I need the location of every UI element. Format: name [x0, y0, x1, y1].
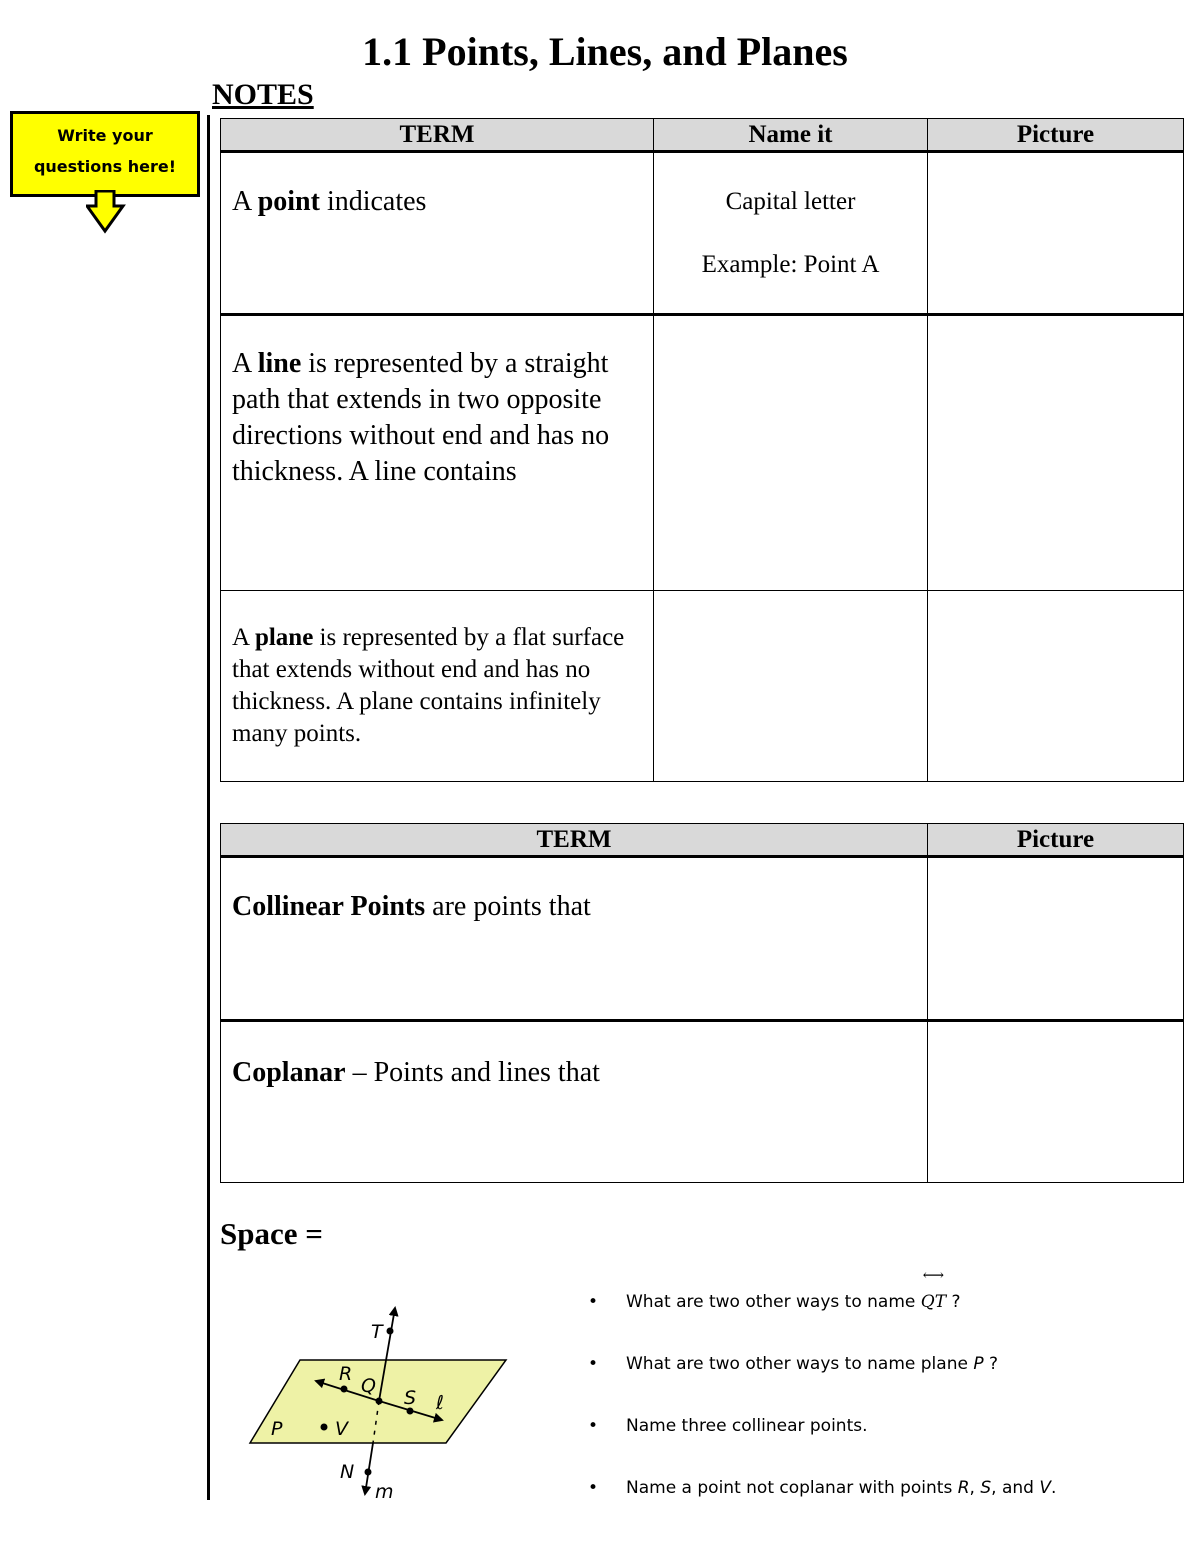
term-definition: are points that — [425, 891, 591, 922]
question-1-text: What are two other ways to name — [626, 1292, 921, 1312]
label-s: S — [404, 1387, 417, 1409]
point-v — [321, 1424, 328, 1431]
term-definition: is represented by a straight path that extends in two opposite directions without end and has no thickness. A line contains — [232, 348, 610, 487]
callout-line-1: Write your — [57, 126, 153, 145]
term-line-cell — [221, 315, 654, 591]
point-n — [365, 1469, 372, 1476]
label-n: N — [340, 1461, 355, 1483]
point-v-symbol: V — [1039, 1478, 1051, 1498]
questions-callout-box — [10, 111, 200, 197]
terms-table-1 — [220, 118, 1184, 782]
term-definition: is represented by a flat surface that extends without end and has no thickness. A plane contains infinitely many points. — [232, 624, 625, 747]
term-point-cell — [221, 152, 654, 315]
bullet-icon: • — [588, 1292, 599, 1312]
term-prefix: A — [232, 186, 258, 217]
name-it-line-cell — [654, 315, 928, 591]
name-it-point-cell — [654, 152, 928, 315]
label-l: ℓ — [436, 1392, 444, 1414]
callout-line-2: questions here! — [33, 157, 177, 176]
plane-p-symbol: P — [973, 1354, 984, 1374]
name-line-2: Example: Point A — [701, 251, 880, 278]
notes-heading: NOTES — [212, 78, 314, 111]
list-item — [588, 1344, 1056, 1406]
point-s-symbol: S — [980, 1478, 992, 1498]
bullet-icon: • — [588, 1354, 599, 1374]
picture-line-cell — [928, 315, 1184, 591]
term-keyword-point: point — [257, 186, 320, 217]
terms-table-2 — [220, 823, 1184, 1183]
point-r-symbol: R — [957, 1478, 970, 1498]
header-term: TERM — [221, 119, 654, 152]
plane-diagram — [240, 1296, 530, 1506]
question-3-text: Name three collinear points. — [626, 1416, 868, 1436]
name-line-1: Capital letter — [725, 188, 856, 215]
label-q: Q — [361, 1375, 376, 1397]
term-plane-cell — [221, 591, 654, 782]
line-qt-symbol: ⟷ QT — [921, 1282, 946, 1322]
point-q — [376, 1398, 383, 1405]
label-m: m — [375, 1481, 394, 1503]
label-v: V — [335, 1418, 348, 1440]
term-prefix: A — [232, 348, 258, 379]
label-r: R — [339, 1363, 353, 1385]
label-t: T — [371, 1321, 383, 1343]
picture-collinear-cell — [928, 857, 1184, 1021]
term-keyword-line: line — [257, 348, 302, 379]
label-p: P — [271, 1418, 283, 1440]
term-prefix: A — [232, 624, 255, 651]
point-r — [341, 1386, 348, 1393]
header-picture: Picture — [928, 824, 1184, 857]
picture-point-cell — [928, 152, 1184, 315]
list-item — [588, 1406, 1056, 1468]
question-2-end: ? — [983, 1354, 999, 1374]
term-coplanar-cell — [221, 1021, 928, 1183]
separator: , and — [991, 1478, 1040, 1498]
space-heading: Space = — [220, 1216, 323, 1251]
list-item — [588, 1282, 1056, 1344]
bullet-icon: • — [588, 1416, 599, 1436]
term-keyword-collinear: Collinear Points — [232, 891, 426, 922]
page-title: 1.1 Points, Lines, and Planes — [362, 29, 848, 74]
question-1-end: ? — [946, 1292, 961, 1312]
term-keyword-coplanar: Coplanar — [232, 1057, 346, 1088]
header-term: TERM — [221, 824, 928, 857]
line-m-lower — [365, 1443, 373, 1494]
term-keyword-plane: plane — [254, 624, 314, 651]
header-name-it: Name it — [654, 119, 928, 152]
term-definition: – Points and lines that — [345, 1057, 600, 1088]
down-arrow-icon — [86, 190, 126, 234]
bullet-icon: • — [588, 1478, 599, 1498]
term-collinear-cell — [221, 857, 928, 1021]
period: . — [1051, 1478, 1057, 1498]
term-definition: indicates — [319, 186, 427, 217]
question-4-text: Name a point not coplanar with points — [626, 1478, 958, 1498]
header-picture: Picture — [928, 119, 1184, 152]
question-list — [588, 1282, 1056, 1530]
list-item — [588, 1468, 1056, 1530]
question-2-text: What are two other ways to name plane — [626, 1354, 974, 1374]
picture-plane-cell — [928, 591, 1184, 782]
separator: , — [969, 1478, 981, 1498]
picture-coplanar-cell — [928, 1021, 1184, 1183]
point-t — [387, 1328, 394, 1335]
margin-divider — [207, 115, 210, 1500]
name-it-plane-cell — [654, 591, 928, 782]
